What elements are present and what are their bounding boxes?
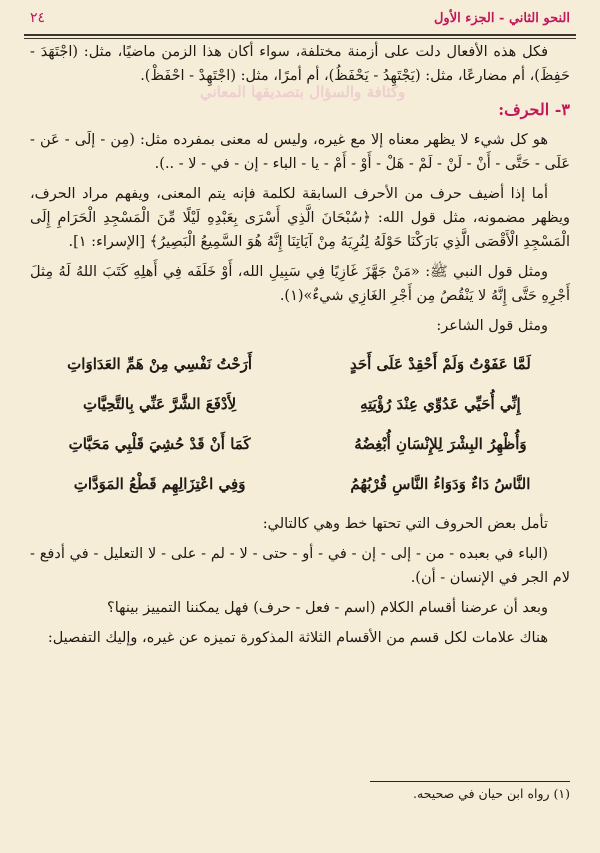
paragraph-letters-list: (الباء في بعبده - من - إلى - إن - في - أو - حتى - لا - لم - على - لا التعليل - في أدفع - لام الجر في الإنسان - أن).: [30, 546, 570, 586]
paragraph-poet-intro: ومثل قول الشاعر:: [436, 318, 548, 334]
paragraph-underlined-intro: تأمل بعض الحروف التي تحتها خط وهي كالتالي:: [262, 516, 548, 532]
page-body: [30, 40, 570, 656]
paragraph-question: وبعد أن عرضنا أقسام الكلام (اسم - فعل - حرف) فهل يمكننا التمييز بينها؟: [107, 600, 548, 616]
verse-first-half: إِنِّي أُحَيِّي عَدُوِّي عِنْدَ رُؤْيَتِهِ: [360, 395, 521, 413]
verse-first-half: النَّاسُ دَاءٌ وَدَوَاءُ النَّاسِ قُرْبُهُمُ: [350, 475, 531, 493]
verse-second-half: وَفِي اعْتِزَالِهِم قَطْعُ المَوَدَّاتِ: [73, 475, 246, 493]
running-title: النحو الثاني - الجزء الأول: [433, 10, 570, 26]
verse-second-half: أَرَحْتُ نَفْسِي مِنْ هَمِّ العَدَاوَاتِ: [67, 355, 253, 373]
page-number: ٢٤: [30, 10, 46, 26]
footnote: (١) رواه ابن حيان في صحيحه.: [413, 786, 570, 801]
paragraph-harf-quran: أما إذا أضيف حرف من الأحرف السابقة لكلمة فإنه يتم المعنى، ويفهم مراد الحرف، ويظهر مضمونه، مثل قول الله: ﴿سُبْحَانَ الَّذِي أَسْرَى بِعَبْدِهِ لَيْلًا مِّنَ الْمَسْجِدِ الْحَرَامِ إِلَى الْمَسْجِدِ الْأَقْصَى الَّذِي بَارَكْنَا حَوْلَهُ لِنُرِيَهُ مِنْ آيَاتِنَا إِنَّهُ هُوَ السَّمِيعُ الْبَصِيرُ﴾ [الإسراء: ١].: [30, 186, 570, 250]
paragraph-harf-definition: هو كل شيء لا يظهر معناه إلا مع غيره، وليس له معنى بمفرده مثل: (مِن - إلَى - عَن - عَلَى - حَتَّى - أَنْ - لَنْ - لَمْ - هَلْ - أَوْ - أَمْ - يا - الباء - إن - في - لا - ..).: [30, 132, 570, 172]
header-rule-thin: [24, 38, 576, 39]
poem-verse: [30, 464, 570, 504]
verse-second-half: كَمَا أَنْ قَدْ حُشِيَ قَلْبِي مَحَبَّاتِ: [68, 435, 251, 453]
verse-first-half: لَمَّا عَفَوْتُ وَلَمْ أَحْقِدْ عَلَى أَحَدٍ: [350, 355, 531, 373]
poem-verse: [30, 344, 570, 384]
header-rule: [24, 34, 576, 36]
bleed-through-text: وكثافة والسؤال بتصديقها المعاني: [200, 83, 406, 101]
poem-verse: [30, 424, 570, 464]
page-header: [30, 6, 570, 30]
section-harf: [30, 83, 570, 122]
verse-second-half: لِأَدْفَعَ الشَّرَّ عَنِّي بِالتَّحِيَّاتِ: [83, 395, 237, 413]
poem: [30, 344, 570, 504]
verse-first-half: وَأُظْهِرُ البِشْرَ لِلإِنْسَانِ أُبْغِضُهُ: [354, 435, 527, 453]
paragraph-hadith: ومثل قول النبي ﷺ: «مَنْ جَهَّزَ غَازِيًا فِي سَبِيلِ الله، أَوْ خَلَفَه فِي أَهلِهِ كَتَبَ اللهُ لَهُ مِثلَ أَجْرِهِ حَتَّى إِنَّهُ لا يَنْقُصُ مِن أَجْرِ الغَازِي شيءٌ»(١).: [30, 264, 570, 304]
footnote-rule: [370, 781, 570, 782]
poem-verse: [30, 384, 570, 424]
section-title: ٣- الحرف:: [498, 100, 570, 119]
paragraph-verbs: فكل هذه الأفعال دلت على أزمنة مختلفة، سواء أكان هذا الزمن ماضيًا، مثل: (اجْتَهَدَ - حَفِظَ)، أم مضارعًا، مثل: (يَجْتَهِدُ - يَحْفَظُ)، أم أمرًا، مثل: (اجْتَهِدْ - احْفَظْ).: [30, 44, 570, 84]
paragraph-conclusion: هناك علامات لكل قسم من الأقسام الثلاثة المذكورة تميزه عن غيره، وإليك التفصيل:: [47, 630, 548, 646]
